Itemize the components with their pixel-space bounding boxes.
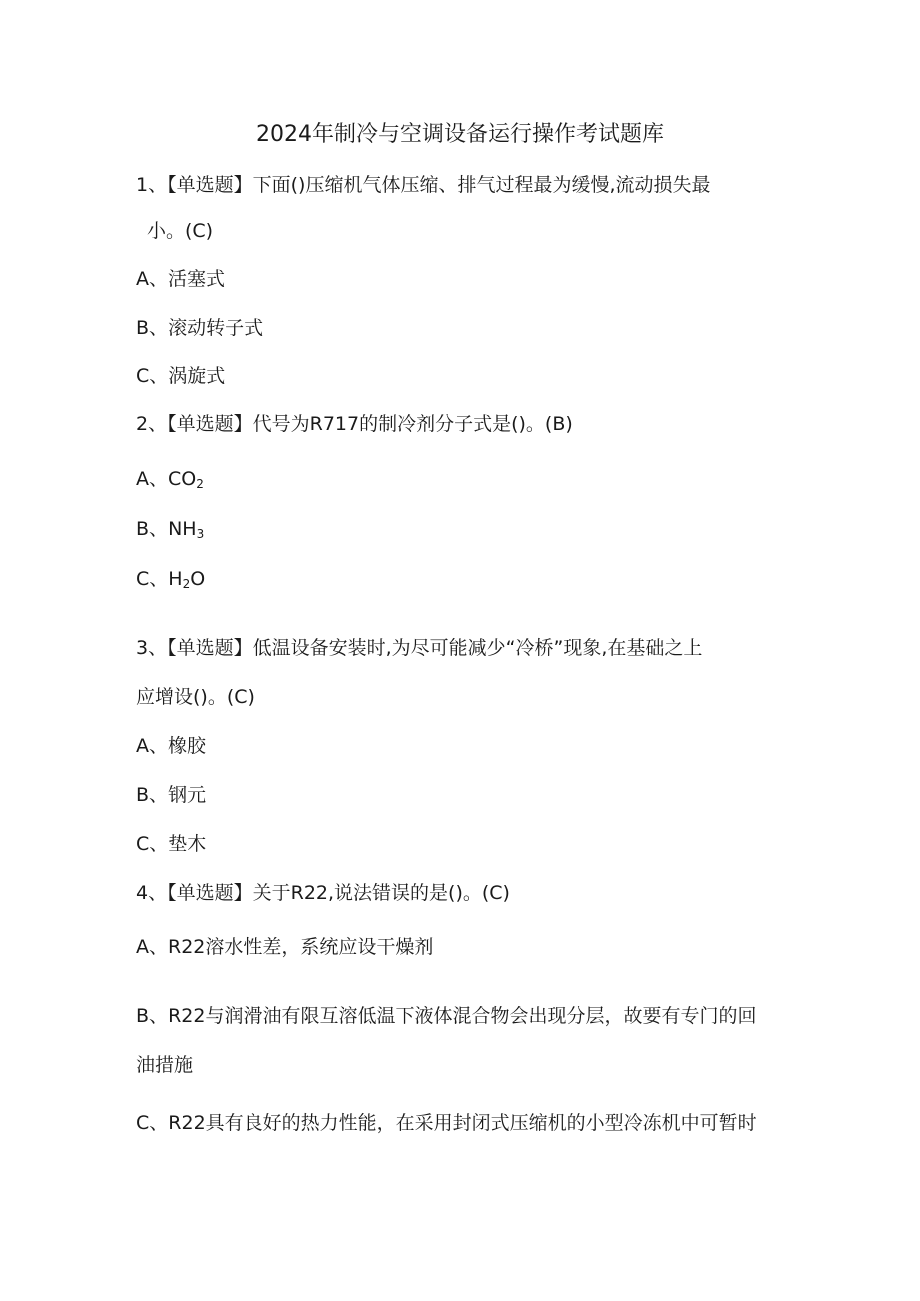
option-letter: A [136, 735, 149, 757]
question-number: 4 [136, 882, 149, 904]
option-letter: B [136, 1005, 150, 1027]
formula-main: CO [168, 468, 197, 490]
option-letter: C [136, 568, 150, 590]
formula-subscript: 2 [182, 577, 191, 591]
option-text: 滚动转子式 [168, 317, 264, 339]
question-4-stem [136, 880, 510, 906]
option-letter: A [136, 936, 149, 958]
option-letter: C [136, 1112, 150, 1134]
formula-main: NH [168, 518, 197, 540]
question-4-option-a [136, 934, 433, 960]
question-1-option-c [136, 363, 225, 389]
question-2-stem [136, 411, 573, 437]
question-separator: 、 [148, 882, 168, 904]
question-3-stem [136, 635, 702, 661]
question-number: 1 [136, 174, 149, 196]
option-separator: 、 [149, 936, 169, 958]
option-letter: A [136, 468, 149, 490]
option-text: 垫木 [168, 833, 207, 855]
document-title: 2024年制冷与空调设备运行操作考试题库 [256, 122, 664, 147]
question-2-option-b [136, 516, 204, 542]
question-separator: 、 [148, 637, 168, 659]
formula-main: H [168, 568, 183, 590]
option-letter: C [136, 833, 150, 855]
option-letter: C [136, 365, 150, 387]
question-number: 2 [136, 413, 149, 435]
option-separator: 、 [149, 1005, 169, 1027]
question-1-stem-continued: 小。(C) [147, 220, 214, 242]
option-letter: B [136, 518, 150, 540]
question-3-option-b [136, 782, 206, 808]
question-4-option-b [136, 1003, 756, 1029]
question-type-tag: 【单选题】 [167, 174, 253, 196]
question-separator: 、 [148, 413, 168, 435]
option-letter: A [136, 268, 149, 290]
option-text: 活塞式 [168, 268, 226, 290]
option-separator: 、 [149, 268, 169, 290]
question-1-option-b [136, 315, 263, 341]
question-1-option-a [136, 266, 225, 292]
question-text: 代号为R717的制冷剂分子式是()。(B) [252, 413, 573, 435]
question-2-option-c [136, 566, 205, 592]
option-separator: 、 [149, 568, 169, 590]
option-separator: 、 [149, 468, 169, 490]
option-text: 涡旋式 [168, 365, 226, 387]
question-3-stem-continued: 应增设()。(C) [136, 686, 255, 708]
question-3-option-a [136, 733, 206, 759]
question-type-tag: 【单选题】 [167, 413, 253, 435]
option-separator: 、 [149, 1112, 169, 1134]
question-2-option-a [136, 466, 204, 492]
option-text: R22与润滑油有限互溶低温下液体混合物会出现分层，故要有专门的回 [168, 1005, 757, 1027]
option-text: R22具有良好的热力性能，在采用封闭式压缩机的小型冷冻机中可暂时 [168, 1112, 757, 1134]
question-1-stem [136, 172, 711, 198]
formula-tail: O [190, 568, 206, 590]
option-separator: 、 [149, 784, 169, 806]
option-letter: B [136, 317, 150, 339]
option-separator: 、 [149, 365, 169, 387]
question-4-option-c [136, 1110, 757, 1136]
question-4-option-b-continued: 油措施 [136, 1054, 194, 1076]
question-text: 关于R22,说法错误的是()。(C) [252, 882, 510, 904]
question-type-tag: 【单选题】 [167, 637, 253, 659]
question-separator: 、 [148, 174, 168, 196]
formula-subscript: 3 [196, 527, 205, 541]
option-letter: B [136, 784, 150, 806]
option-text: 钢元 [168, 784, 207, 806]
option-separator: 、 [149, 735, 169, 757]
question-text: 低温设备安装时,为尽可能减少“冷桥”现象,在基础之上 [252, 637, 703, 659]
option-text: 橡胶 [168, 735, 207, 757]
option-text: R22溶水性差，系统应设干燥剂 [168, 936, 434, 958]
option-separator: 、 [149, 317, 169, 339]
question-number: 3 [136, 637, 149, 659]
formula-subscript: 2 [196, 477, 204, 491]
option-separator: 、 [149, 833, 169, 855]
option-separator: 、 [149, 518, 169, 540]
question-type-tag: 【单选题】 [167, 882, 253, 904]
question-3-option-c [136, 831, 206, 857]
question-text: 下面()压缩机气体压缩、排气过程最为缓慢,流动损失最 [252, 174, 711, 196]
